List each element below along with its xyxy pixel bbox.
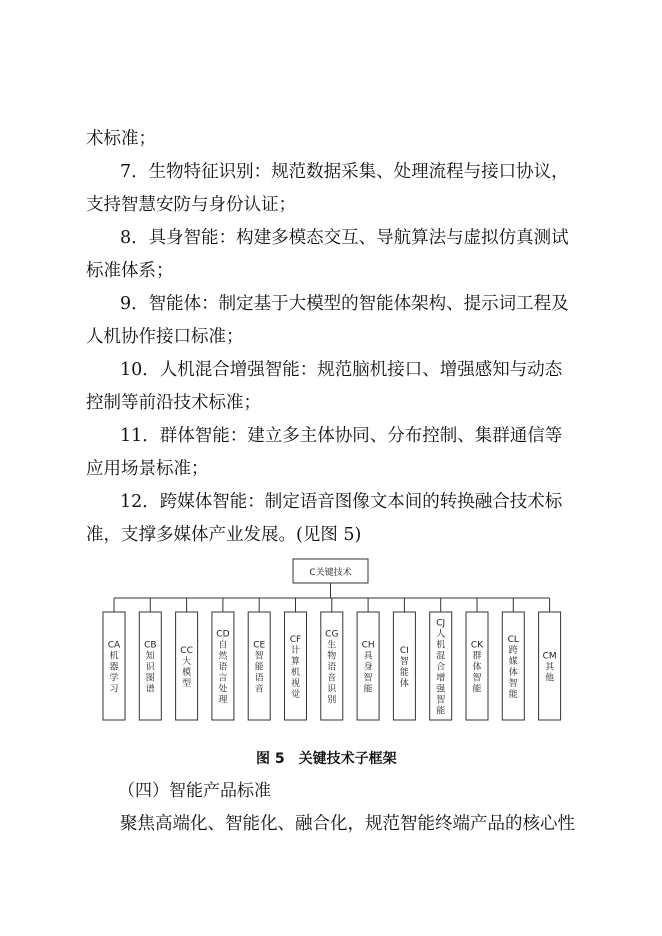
node-label-cg-char: 生 — [327, 640, 337, 651]
node-label-cd-char: CD — [216, 629, 230, 640]
node-label-ck-char: 群 — [472, 651, 482, 662]
node-label-cj-char: 智 — [436, 695, 446, 706]
node-label-cl-char: 智 — [508, 679, 518, 689]
node-label-ci-char: CI — [399, 646, 409, 656]
paragraph-line-4: 8．具身智能：构建多模态交互、导航算法与虚拟仿真测试 — [120, 228, 569, 248]
paragraph-line-12: 12．跨媒体智能：制定语音图像文本间的转换融合技术标 — [120, 492, 563, 512]
node-label-cl-char: 媒 — [508, 657, 518, 667]
node-label-ce-char: CE — [253, 640, 266, 651]
node-label-ca-char: 学 — [109, 673, 119, 684]
node-label-cl-char: 跨 — [508, 646, 518, 656]
key-technology-diagram — [0, 550, 662, 730]
node-label-cg-char: 语 — [327, 662, 337, 673]
node-label-cf-char: 计 — [290, 646, 301, 656]
node-label-cf-char: 视 — [290, 679, 301, 689]
node-label-ca-char: 器 — [109, 662, 119, 673]
paragraph-line-2: 7．生物特征识别：规范数据采集、处理流程与接口协议， — [120, 162, 569, 182]
node-label-cf-char: 觉 — [290, 690, 301, 700]
node-label-cj-char: 强 — [436, 684, 446, 695]
paragraph-line-13: 准，支撑多媒体产业发展。(见图 5) — [86, 525, 362, 545]
node-label-ca-char: CA — [107, 640, 121, 651]
node-label-cf-char: 算 — [290, 657, 301, 667]
paragraph-line-3: 支持智慧安防与身份认证； — [86, 195, 296, 215]
node-label-cd-char: 言 — [218, 673, 228, 684]
node-label-cl-char: CL — [507, 635, 519, 645]
node-label-ch-char: 具 — [363, 651, 373, 662]
paragraph-line-11: 应用场景标准； — [86, 459, 209, 479]
node-label-cj-char: 混 — [436, 651, 446, 662]
node-label-cg-char: 物 — [327, 651, 337, 662]
node-label-ck-char: 能 — [472, 684, 482, 695]
node-label-cj-char: 人 — [436, 629, 446, 640]
node-label-ci-char: 体 — [399, 679, 409, 689]
node-label-ce-char: 智 — [254, 651, 264, 662]
node-label-ch-char: 智 — [363, 673, 373, 684]
node-label-ci-char: 智 — [399, 657, 409, 667]
node-label-cb-char: 图 — [145, 673, 155, 684]
diagram-root-label: C关键技术 — [309, 568, 352, 578]
node-label-ch-char: 身 — [363, 662, 373, 673]
node-label-cd-char: 语 — [218, 662, 228, 673]
node-label-ce-char: 音 — [254, 684, 264, 695]
node-label-cc-char: 大 — [182, 657, 192, 667]
node-label-ca-char: 机 — [109, 651, 119, 662]
node-label-cj-char: 增 — [436, 673, 446, 684]
node-label-cb-char: 识 — [145, 662, 155, 673]
node-label-cm-char: 他 — [545, 673, 555, 684]
node-label-cf-char: CF — [289, 635, 302, 645]
node-label-cd-char: 自 — [218, 640, 228, 651]
node-label-cc-char: 型 — [182, 679, 192, 689]
section-heading: （四）智能产品标准 — [118, 781, 271, 801]
closing-paragraph: 聚焦高端化、智能化、融合化，规范智能终端产品的核心性 — [120, 814, 575, 834]
node-label-cd-char: 理 — [218, 695, 228, 706]
node-label-cf-char: 机 — [290, 668, 301, 678]
node-label-ce-char: 能 — [254, 662, 264, 673]
node-label-ck-char: 体 — [472, 662, 482, 673]
node-label-ck-char: 智 — [472, 673, 482, 684]
node-label-cd-char: 然 — [218, 651, 228, 662]
node-label-ck-char: CK — [470, 640, 484, 651]
node-label-cm-char: CM — [542, 651, 557, 662]
node-label-cb-char: 谱 — [145, 684, 155, 695]
node-label-cj-char: 能 — [436, 706, 446, 717]
node-label-ci-char: 能 — [399, 668, 409, 678]
paragraph-line-5: 标准体系； — [86, 261, 174, 281]
node-label-cd-char: 处 — [218, 684, 228, 695]
node-label-cc-char: CC — [180, 646, 193, 656]
node-label-cg-char: 音 — [327, 673, 337, 684]
paragraph-line-10: 11．群体智能：建立多主体协同、分布控制、集群通信等 — [120, 426, 563, 446]
node-label-cg-char: 别 — [327, 695, 337, 706]
node-label-cg-char: CG — [325, 629, 339, 640]
node-label-ch-char: CH — [361, 640, 375, 651]
node-label-cj-char: 合 — [436, 662, 446, 673]
paragraph-line-9: 控制等前沿技术标准； — [86, 393, 261, 413]
node-label-cg-char: 识 — [327, 684, 337, 695]
paragraph-line-1: 术标准； — [86, 129, 156, 149]
node-label-cl-char: 能 — [508, 690, 518, 700]
node-label-cc-char: 模 — [182, 668, 192, 678]
node-label-ca-char: 习 — [109, 684, 119, 695]
node-label-ce-char: 语 — [254, 673, 264, 684]
figure-caption: 图 5 关键技术子框架 — [256, 751, 397, 767]
paragraph-line-7: 人机协作接口标准； — [86, 327, 244, 347]
node-label-cl-char: 体 — [508, 668, 518, 678]
node-label-cj-char: CJ — [436, 618, 446, 629]
node-label-cb-char: CB — [144, 640, 157, 651]
paragraph-line-6: 9．智能体：制定基于大模型的智能体架构、提示词工程及 — [120, 294, 569, 314]
node-label-cb-char: 知 — [145, 651, 155, 662]
paragraph-line-8: 10．人机混合增强智能：规范脑机接口、增强感知与动态 — [120, 360, 563, 380]
node-label-ch-char: 能 — [363, 684, 373, 695]
node-label-cj-char: 机 — [436, 640, 446, 651]
node-label-cm-char: 其 — [545, 662, 555, 673]
